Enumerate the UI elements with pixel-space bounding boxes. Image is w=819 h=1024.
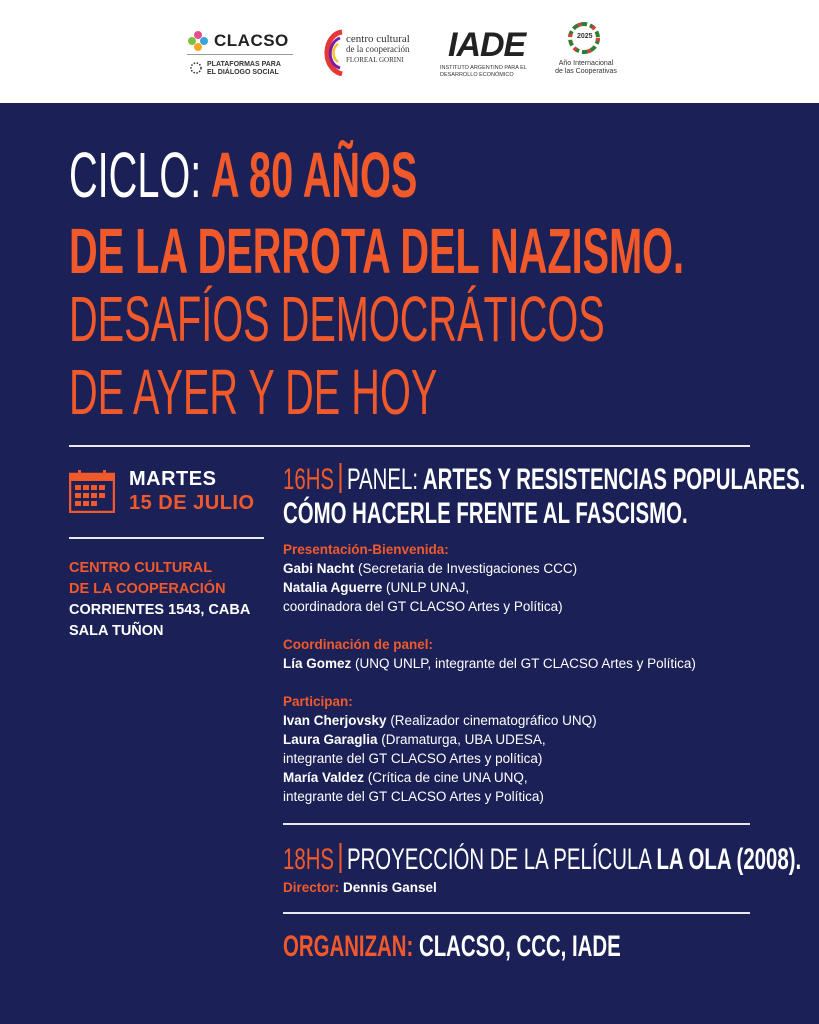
presentacion-p1-desc: (Secretaria de Investigaciones CCC)	[354, 561, 578, 576]
presentacion-p1-name: Gabi Nacht	[283, 561, 355, 576]
participan-c-desc2: integrante del GT CLACSO Artes y Política)	[283, 789, 544, 804]
participan-b	[283, 730, 546, 749]
title-80-anos: A 80 AÑOS	[201, 139, 418, 211]
iade-logo	[440, 26, 530, 82]
participan-b-desc2: integrante del GT CLACSO Artes y política)	[283, 751, 543, 766]
presentacion-label: Presentación-Bienvenida:	[283, 542, 449, 557]
ccc-line2: de la cooperación	[346, 44, 410, 54]
presentacion-p2-desc2: coordinadora del GT CLACSO Artes y Política)	[283, 599, 563, 614]
venue-line-1: CENTRO CULTURAL	[69, 560, 213, 576]
ccc-swirl-icon	[318, 28, 346, 76]
ccc-line1: centro cultural	[346, 33, 410, 45]
dotted-circle-icon	[190, 62, 202, 74]
director-label: Director:	[283, 880, 340, 895]
date-date: 15 DE JULIO	[129, 492, 255, 514]
clacso-sub2: EL DIÁLOGO SOCIAL	[207, 69, 279, 76]
proyeccion-film: LA OLA (2008).	[656, 843, 802, 876]
panel-title-1: ARTES Y RESISTENCIAS POPULARES.	[418, 463, 806, 496]
organizan-label: ORGANIZAN:	[283, 930, 414, 963]
panel-heading-2	[283, 499, 688, 529]
iade-sub2: DESARROLLO ECONÓMICO	[440, 71, 514, 78]
coordinacion-desc: (UNQ UNLP, integrante del GT CLACSO Artes y Política)	[351, 656, 696, 671]
clacso-flower-icon	[187, 30, 209, 52]
organizan-value: CLACSO, CCC, IADE	[413, 930, 621, 963]
iade-sub1: INSTITUTO ARGENTINO PARA EL	[440, 65, 527, 71]
poster	[0, 103, 819, 1024]
participan-c-desc: (Crítica de cine UNA UNQ,	[364, 770, 528, 785]
title-line-2: DE LA DERROTA DEL NAZISMO.	[69, 215, 685, 287]
divider-top	[69, 445, 750, 447]
panel-time: 16HS	[283, 463, 335, 496]
logo-bar	[0, 0, 819, 103]
participan-b-name: Laura Garaglia	[283, 732, 378, 747]
presentacion-p2-name: Natalia Aguerre	[283, 580, 383, 595]
participan-a-desc: (Realizador cinematográfico UNQ)	[386, 713, 597, 728]
clacso-logo	[187, 28, 297, 84]
coordinacion-person	[283, 654, 696, 673]
presentacion-p2-desc: (UNLP UNAJ,	[382, 580, 470, 595]
panel-title-2: CÓMO HACERLE FRENTE AL FASCISMO.	[283, 497, 688, 530]
proyeccion-director	[283, 878, 437, 897]
panel-heading-1	[283, 463, 805, 495]
panel-separator	[339, 463, 341, 493]
participan-c-name: María Valdez	[283, 770, 365, 785]
participan-a	[283, 711, 597, 730]
calendar-icon	[69, 469, 115, 513]
participan-label: Participan:	[283, 694, 353, 709]
venue-line-2: DE LA COOPERACIÓN	[69, 581, 226, 597]
presentacion-p2	[283, 578, 469, 597]
participan-a-name: Ivan Cherjovsky	[283, 713, 387, 728]
participan-c	[283, 768, 528, 787]
clacso-name: CLACSO	[214, 31, 289, 50]
title-line-3: DESAFÍOS DEMOCRÁTICOS	[69, 283, 605, 355]
presentacion-p1	[283, 559, 577, 578]
organizan-line	[283, 932, 621, 962]
proyeccion-text: PROYECCIÓN DE LA PELÍCULA	[346, 843, 657, 876]
title-line-1	[69, 139, 418, 211]
clacso-sub1: PLATAFORMAS PARA	[207, 61, 281, 68]
coordinacion-label: Coordinación de panel:	[283, 637, 434, 652]
divider-left	[69, 537, 264, 539]
panel-kind: PANEL:	[346, 463, 419, 496]
title-ciclo: CICLO:	[69, 139, 202, 211]
venue-line-3: CORRIENTES 1543, CABA	[69, 602, 251, 618]
date-day: MARTES	[129, 468, 217, 490]
proyeccion-heading	[283, 843, 801, 875]
ccc-line3: FLOREAL GORINI	[346, 56, 404, 64]
ccc-logo	[318, 28, 423, 80]
aic-year: 2025	[577, 33, 593, 40]
divider-bottom	[283, 912, 750, 914]
venue-line-4: SALA TUÑON	[69, 623, 164, 639]
aic-line2: de las Cooperativas	[555, 68, 617, 75]
coordinacion-name: Lía Gomez	[283, 656, 352, 671]
proyeccion-separator	[339, 843, 341, 873]
proyeccion-time: 18HS	[283, 843, 335, 876]
participan-b-desc: (Dramaturga, UBA UDESA,	[377, 732, 546, 747]
title-line-4: DE AYER Y DE HOY	[69, 356, 438, 428]
aic-logo	[550, 20, 620, 90]
iade-name: IADE	[448, 26, 526, 64]
director-name: Dennis Gansel	[339, 880, 437, 895]
aic-line1: Año Internacional	[558, 60, 614, 67]
divider-middle	[283, 823, 750, 825]
